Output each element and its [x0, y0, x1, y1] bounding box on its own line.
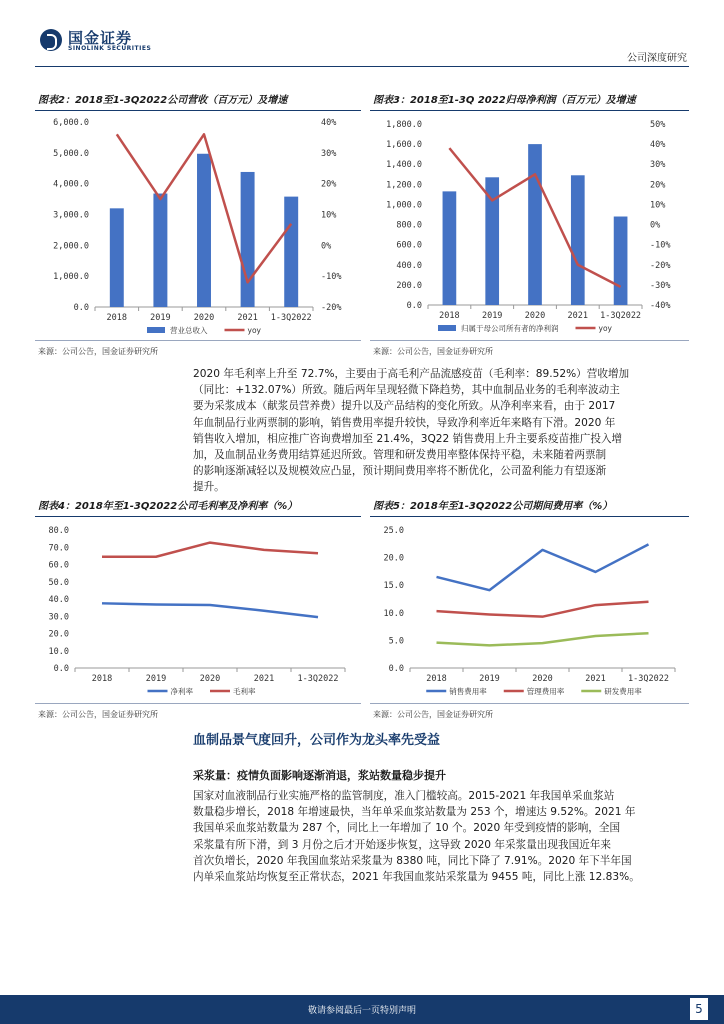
- figure-3-source: 来源：公司公告，国金证券研究所: [373, 347, 493, 356]
- y-axis-tick-label: 600.0: [396, 240, 422, 251]
- y-axis-tick-label: 20.0: [383, 553, 404, 564]
- x-axis-tick-label: 1-3Q2022: [297, 674, 339, 684]
- figure-4-bottom-rule: [35, 703, 361, 704]
- paragraph-line: （同比：+132.07%）所致。随后两年呈现轻微下降趋势，其中血制品业务的毛利率波动主: [193, 384, 620, 397]
- x-axis-tick-label: 2020: [199, 674, 221, 684]
- figure-4-source: 来源：公司公告，国金证券研究所: [38, 710, 158, 719]
- y-axis-tick-label: 40.0: [48, 595, 69, 605]
- bar-2020: [528, 144, 542, 305]
- figure-3-title-rule: [370, 110, 689, 111]
- y-axis-tick-label: 3,000.0: [53, 210, 89, 221]
- y-axis-tick-label: 80.0: [48, 526, 69, 536]
- y-axis-tick-label: 10.0: [48, 646, 69, 657]
- legend-label-销售费用率: 销售费用率: [449, 687, 487, 696]
- y2-axis-tick-label: -10%: [650, 240, 671, 251]
- paragraph-line: 采浆量有所下滑，到 3 月份之后才开始逐步恢复，这导致 2020 年采浆量出现我国近年来: [193, 838, 611, 851]
- legend-label-研发费用率: 研发费用率: [604, 687, 642, 696]
- y-axis-tick-label: 1,600.0: [386, 140, 422, 151]
- y-axis-tick-label: 0.0: [406, 301, 422, 311]
- legend-label-营业总收入: 营业总收入: [170, 326, 208, 335]
- y-axis-tick-label: 0.0: [53, 664, 69, 674]
- x-axis-tick-label: 2019: [479, 674, 500, 684]
- figure-5-source: 来源：公司公告，国金证券研究所: [373, 710, 493, 719]
- paragraph-line: 提升。: [193, 481, 225, 494]
- bar-2021: [571, 175, 585, 305]
- plasma-paragraph: [193, 788, 687, 885]
- x-axis-tick-label: 2020: [193, 313, 215, 323]
- y-axis-tick-label: 25.0: [383, 526, 404, 536]
- series-line-净利率: [102, 603, 318, 617]
- y-axis-tick-label: 0.0: [73, 303, 89, 313]
- analysis-paragraph: [193, 366, 687, 496]
- x-axis-tick-label: 2021: [253, 674, 275, 684]
- y2-axis-tick-label: -30%: [650, 280, 671, 291]
- paragraph-line: 销售收入增加，相应推广咨询费增加至 21.4%，3Q22 销售费用上升主要系疫苗推广投入增: [193, 432, 623, 445]
- figure-3-title: 图表3：2018至1-3Q 2022归母净利润（百万元）及增速: [373, 95, 636, 106]
- logo-mark-icon: [40, 29, 62, 51]
- paragraph-line: 的影响逐渐减轻以及规模效应凸显，预计期间费用率将不断优化，公司盈利能力有望逐渐: [193, 465, 607, 478]
- legend-label-毛利率: 毛利率: [233, 687, 256, 696]
- x-axis-tick-label: 2019: [150, 313, 171, 323]
- y2-axis-tick-label: 50%: [650, 120, 666, 130]
- figure-2-bottom-rule: [35, 340, 361, 341]
- y2-axis-tick-label: 10%: [321, 210, 337, 221]
- paragraph-line: 数量稳步增长，2018 年增速最快，当年单采血浆站数量为 253 个，增速达 9.52%。2021 年: [193, 806, 636, 819]
- x-axis-tick-label: 2019: [481, 311, 503, 321]
- y2-axis-tick-label: 30%: [650, 160, 666, 171]
- y-axis-tick-label: 1,400.0: [386, 160, 422, 171]
- bar-2020: [197, 154, 211, 307]
- paragraph-line: 首次负增长，2020 年我国血浆站采浆量为 8380 吨，同比下降了 7.91%。2020 年下半年国: [193, 854, 632, 867]
- x-axis-tick-label: 2019: [145, 674, 167, 684]
- y2-axis-tick-label: -10%: [321, 272, 342, 283]
- figure-5-bottom-rule: [370, 703, 689, 704]
- figure-2-title-rule: [35, 110, 361, 111]
- y-axis-tick-label: 1,800.0: [386, 120, 422, 130]
- figure-3-chart: [370, 112, 689, 338]
- series-line-毛利率: [102, 543, 318, 557]
- y-axis-tick-label: 1,200.0: [386, 180, 422, 191]
- x-axis-tick-label: 2018: [106, 313, 128, 323]
- figure-4-chart: [35, 518, 361, 701]
- y-axis-tick-label: 30.0: [48, 612, 69, 623]
- x-axis-tick-label: 2021: [567, 311, 589, 321]
- bar-2018: [443, 191, 457, 305]
- legend-swatch-营业总收入: [147, 327, 165, 333]
- y-axis-tick-label: 1,000.0: [386, 200, 422, 211]
- figure-2-chart: [35, 112, 361, 338]
- bar-2021: [241, 172, 255, 307]
- figure-2-source: 来源：公司公告，国金证券研究所: [38, 347, 158, 356]
- y-axis-tick-label: 5.0: [388, 636, 404, 647]
- subheading: 采浆量：疫情负面影响逐渐消退，浆站数量稳步提升: [193, 769, 446, 782]
- figure-5-chart: [370, 518, 689, 701]
- bar-1-3Q2022: [614, 217, 628, 305]
- y-axis-tick-label: 20.0: [48, 629, 69, 640]
- x-axis-tick-label: 2021: [237, 313, 258, 323]
- report-type: 公司深度研究: [627, 53, 687, 64]
- section-heading: 血制品景气度回升，公司作为龙头率先受益: [193, 733, 441, 748]
- series-line-销售费用率: [437, 544, 649, 590]
- y-axis-tick-label: 10.0: [383, 608, 404, 619]
- x-axis-tick-label: 1-3Q2022: [628, 674, 669, 684]
- logo-name-en: SINOLINK SECURITIES: [68, 45, 152, 52]
- y2-axis-tick-label: 40%: [650, 140, 666, 151]
- y-axis-tick-label: 1,000.0: [53, 272, 89, 283]
- x-axis-tick-label: 2018: [439, 311, 460, 321]
- x-axis-tick-label: 1-3Q2022: [270, 313, 312, 323]
- y2-axis-tick-label: 20%: [650, 180, 666, 191]
- paragraph-line: 年血制品行业两票制的影响，销售费用率提升较快，导致净利率近年来略有下滑。2020 年: [193, 416, 616, 429]
- page-number: 5: [690, 998, 708, 1020]
- paragraph-line: 我国单采血浆站数量为 287 个，同比上一年增加了 10 个。2020 年受到疫情的影响，全国: [193, 822, 621, 835]
- y2-axis-tick-label: 20%: [321, 179, 337, 190]
- y-axis-tick-label: 4,000.0: [53, 179, 89, 190]
- bar-2018: [110, 208, 124, 307]
- y2-axis-tick-label: 10%: [650, 200, 666, 211]
- y-axis-tick-label: 15.0: [383, 581, 404, 592]
- paragraph-line: 加，及血制品业务费用结算延迟所致。管理和研发费用率整体保持平稳，未来随着两票制: [193, 448, 607, 461]
- figure-4-title-rule: [35, 516, 361, 517]
- footer-disclaimer: 敬请参阅最后一页特别声明: [307, 1006, 416, 1016]
- paragraph-line: 内单采血浆站均恢复至正常状态，2021 年我国血浆站采浆量为 9455 吨，同比上涨 12.83%。: [193, 870, 640, 883]
- x-axis-tick-label: 2020: [524, 311, 546, 321]
- y-axis-tick-label: 6,000.0: [53, 118, 89, 128]
- y2-axis-tick-label: 0%: [321, 241, 332, 252]
- figure-5-title: 图表5：2018年至1-3Q2022公司期间费用率（%）: [373, 501, 613, 512]
- y-axis-tick-label: 800.0: [396, 220, 422, 231]
- figure-4-title: 图表4：2018年至1-3Q2022公司毛利率及净利率（%）: [38, 501, 298, 512]
- logo-name-cn: 国金证券: [68, 29, 133, 47]
- paragraph-line: 国家对血液制品行业实施严格的监管制度，准入门槛较高。2015-2021 年我国单采血浆站: [193, 790, 615, 802]
- company-logo: [40, 27, 160, 57]
- legend-label-yoy: yoy: [247, 326, 261, 335]
- paragraph-line: 2020 年毛利率上升至 72.7%，主要由于高毛利产品流感疫苗（毛利率：89.52%）营收增加: [193, 368, 630, 380]
- y-axis-tick-label: 70.0: [48, 543, 69, 554]
- y-axis-tick-label: 400.0: [396, 260, 422, 271]
- x-axis-tick-label: 2018: [426, 674, 447, 684]
- x-axis-tick-label: 2021: [585, 674, 606, 684]
- y2-axis-tick-label: -40%: [650, 301, 671, 311]
- header-divider: [35, 66, 689, 67]
- y2-axis-tick-label: 30%: [321, 148, 337, 159]
- figure-5-title-rule: [370, 516, 689, 517]
- legend-label-归属于母公司所有者的净利润: 归属于母公司所有者的净利润: [461, 324, 559, 333]
- series-line-研发费用率: [437, 633, 649, 645]
- y-axis-tick-label: 200.0: [396, 280, 422, 291]
- figure-2-title: 图表2：2018至1-3Q2022公司营收（百万元）及增速: [38, 95, 288, 106]
- x-axis-tick-label: 1-3Q2022: [600, 311, 642, 321]
- legend-swatch-归属于母公司所有者的净利润: [438, 325, 456, 331]
- bar-2019: [153, 194, 167, 307]
- y2-axis-tick-label: 40%: [321, 118, 337, 128]
- y-axis-tick-label: 5,000.0: [53, 148, 89, 159]
- legend-label-yoy: yoy: [598, 324, 612, 333]
- y-axis-tick-label: 2,000.0: [53, 241, 89, 252]
- y-axis-tick-label: 50.0: [48, 577, 69, 588]
- bar-1-3Q2022: [284, 197, 298, 307]
- figure-3-bottom-rule: [370, 340, 689, 341]
- series-line-管理费用率: [437, 602, 649, 617]
- y2-axis-tick-label: 0%: [650, 220, 661, 231]
- y-axis-tick-label: 0.0: [388, 664, 404, 674]
- y2-axis-tick-label: -20%: [321, 303, 342, 313]
- legend-label-净利率: 净利率: [170, 687, 193, 696]
- paragraph-line: 要为采浆成本（献浆员营养费）提升以及产品结构的变化所致。从净利率来看，由于 2017: [193, 400, 616, 413]
- x-axis-tick-label: 2018: [91, 674, 113, 684]
- y-axis-tick-label: 60.0: [48, 560, 69, 571]
- y2-axis-tick-label: -20%: [650, 260, 671, 271]
- legend-label-管理费用率: 管理费用率: [526, 687, 565, 696]
- x-axis-tick-label: 2020: [532, 674, 553, 684]
